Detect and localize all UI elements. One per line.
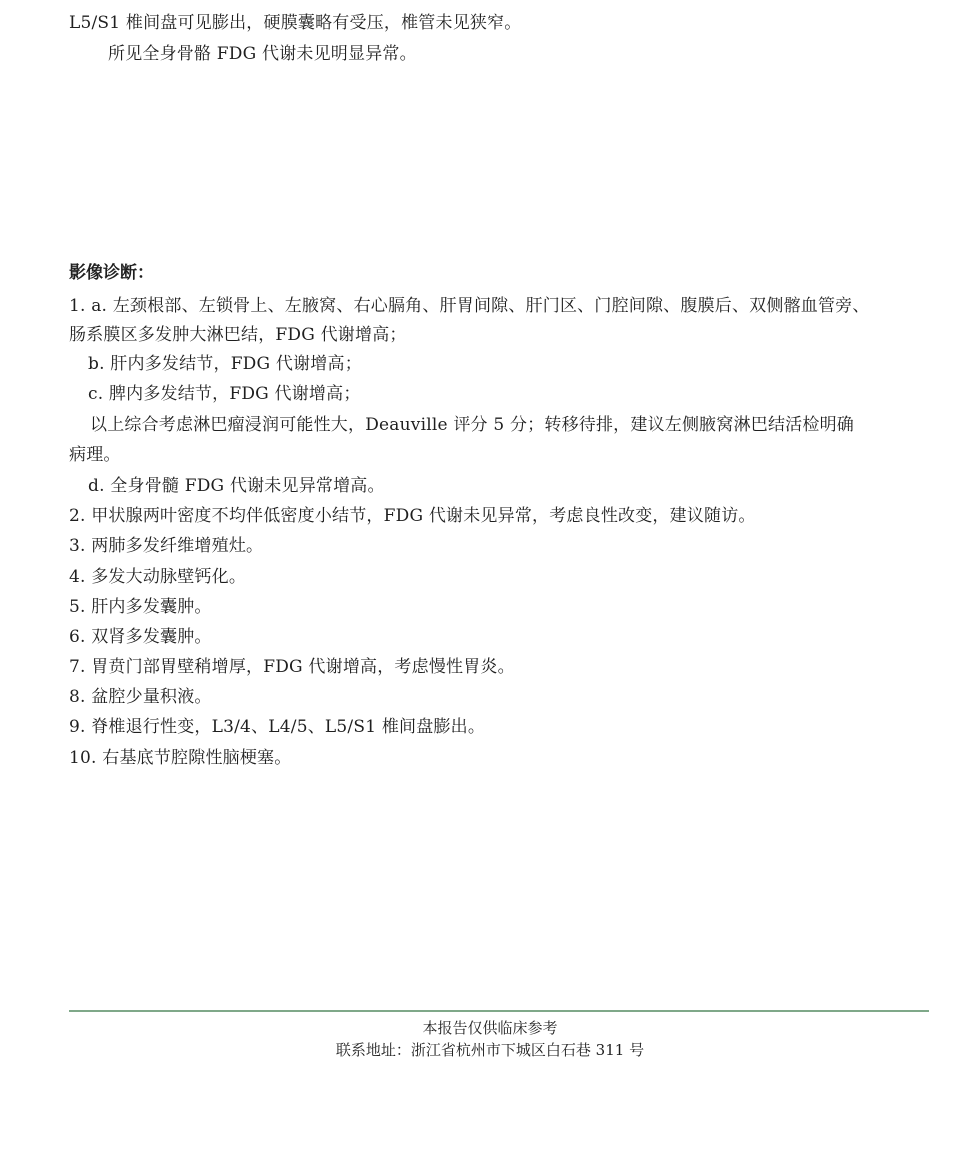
diagnosis-item-6: 6. 双肾多发囊肿。 [69,627,212,647]
diagnosis-item-1a-line-2: 肠系膜区多发肿大淋巴结，FDG 代谢增高； [69,325,407,345]
diagnosis-item-9: 9. 脊椎退行性变，L3/4、L4/5、L5/S1 椎间盘膨出。 [69,717,486,737]
findings-line-2: 所见全身骨骼 FDG 代谢未见明显异常。 [108,44,417,64]
diagnosis-item-7: 7. 胃贲门部胃壁稍增厚，FDG 代谢增高，考虑慢性胃炎。 [69,657,515,677]
footer-address: 联系地址：浙江省杭州市下城区白石巷 311 号 [335,1041,645,1059]
diagnosis-item-1b: b. 肝内多发结节，FDG 代谢增高； [88,354,362,374]
diagnosis-item-3: 3. 两肺多发纤维增殖灶。 [69,536,264,556]
diagnosis-item-5: 5. 肝内多发囊肿。 [69,597,212,617]
footer-note: 本报告仅供临床参考 [422,1019,558,1037]
diagnosis-item-2: 2. 甲状腺两叶密度不均伴低密度小结节，FDG 代谢未见异常，考虑良性改变，建议随访。 [69,506,756,526]
diagnosis-summary-line-2: 病理。 [69,445,121,465]
footer-divider [69,1010,929,1012]
findings-line-1: L5/S1 椎间盘可见膨出，硬膜囊略有受压，椎管未见狭窄。 [69,13,522,33]
diagnosis-heading: 影像诊断： [69,263,154,283]
diagnosis-item-4: 4. 多发大动脉壁钙化。 [69,567,247,587]
diagnosis-item-1a-line-1: 1. a. 左颈根部、左锁骨上、左腋窝、右心膈角、肝胃间隙、肝门区、门腔间隙、腹膜后、双侧髂血管旁、 [69,296,870,316]
diagnosis-summary-line-1: 以上综合考虑淋巴瘤浸润可能性大，Deauville 评分 5 分；转移待排，建议左侧腋窝淋巴结活检明确 [90,415,854,435]
diagnosis-item-1c: c. 脾内多发结节，FDG 代谢增高； [88,384,361,404]
diagnosis-item-8: 8. 盆腔少量积液。 [69,687,212,707]
diagnosis-item-10: 10. 右基底节腔隙性脑梗塞。 [69,748,292,768]
diagnosis-item-1d: d. 全身骨髓 FDG 代谢未见异常增高。 [88,476,385,496]
